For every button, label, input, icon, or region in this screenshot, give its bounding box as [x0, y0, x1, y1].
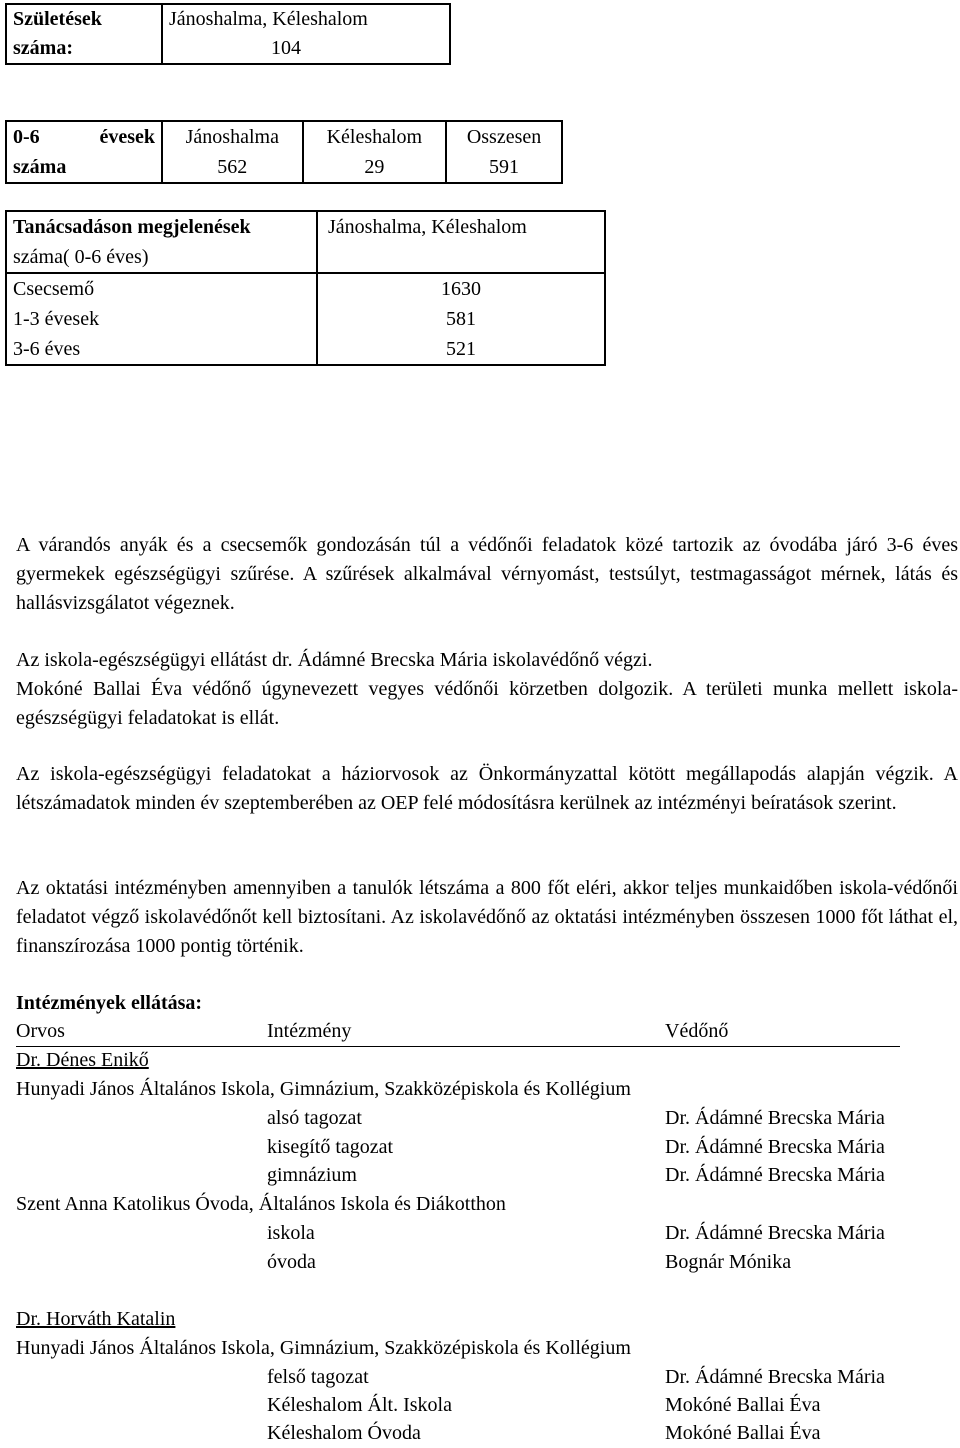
age-label: 0-6 évesek száma: [6, 121, 162, 183]
school-name: Hunyadi János Általános Iskola, Gimnázium, Szakközépiskola és Kollégium: [16, 1337, 631, 1359]
nurse-name: Mokóné Ballai Éva: [665, 1394, 821, 1416]
paragraph-agreement: Az iskola-egészségügyi feladatokat a háziorvosok az Önkormányzattal kötött megállapodás alapján végzik. A létszámadatok minden év szeptemberében az OEP felé módosításra kerülnek az intézményi beíratások szerint.: [16, 763, 958, 814]
doctor-name: Dr. Horváth Katalin: [16, 1308, 176, 1330]
institutions-heading: Intézmények ellátása:: [16, 992, 203, 1014]
school-unit: óvoda: [267, 1251, 316, 1273]
nurse-name: Dr. Ádámné Brecska Mária: [665, 1222, 885, 1244]
nurse-name: Dr. Ádámné Brecska Mária: [665, 1107, 885, 1129]
births-label: Születések száma:: [6, 4, 162, 64]
births-count: 104: [271, 37, 301, 59]
age-col-janoshalma: Jánoshalma 562: [162, 121, 303, 183]
school-name: Szent Anna Katolikus Óvoda, Általános Iskola és Diákotthon: [16, 1193, 506, 1215]
age-0-6-table: [5, 120, 563, 184]
doctor-name: Dr. Dénes Enikő: [16, 1049, 149, 1071]
nurse-name: Dr. Ádámné Brecska Mária: [665, 1366, 885, 1388]
births-table: [5, 3, 451, 65]
school-unit: alsó tagozat: [267, 1107, 362, 1129]
nurse-name: Dr. Ádámné Brecska Mária: [665, 1164, 885, 1186]
counsel-row-label: 3-6 éves: [6, 334, 317, 365]
col-nurse: Védőnő: [665, 1020, 729, 1042]
counsel-row-value: 1630: [317, 273, 605, 304]
col-doctor: Orvos: [16, 1020, 65, 1042]
counsel-row-value: 521: [317, 334, 605, 365]
age-col-total: Osszesen 591: [446, 121, 562, 183]
paragraph-screening: A várandós anyák és a csecsemők gondozásán túl a védőnői feladatok közé tartozik az óvodába járó 3-6 éves gyermekek egészségügyi szűrése. A szűrések alkalmával vérnyomást, testsúlyt, testmagasságot mérnek, látás és hallásvizsgálatot végeznek.: [16, 534, 958, 614]
school-unit: Kéleshalom Ált. Iskola: [267, 1394, 452, 1416]
nurse-name: Mokóné Ballai Éva: [665, 1422, 821, 1444]
paragraph-school-health: Az iskola-egészségügyi ellátást dr. Ádámné Brecska Mária iskolavédőnő végzi.: [16, 649, 653, 671]
counsel-row-value: 581: [317, 304, 605, 334]
nurse-name: Bognár Mónika: [665, 1251, 792, 1273]
nurse-name: Dr. Ádámné Brecska Mária: [665, 1136, 885, 1158]
paragraph-mixed-district: Mokóné Ballai Éva védőnő úgynevezett vegyes védőnői körzetben dolgozik. A területi munka mellett iskola-egészségügyi feladatokat is ellát.: [16, 678, 958, 729]
school-unit: kisegítő tagozat: [267, 1136, 394, 1158]
births-values: Jánoshalma, Kéleshalom 104: [162, 4, 450, 64]
paragraph-staffing: Az oktatási intézményben amennyiben a tanulók létszáma a 800 főt eléri, akkor teljes munkaidőben iskola-védőnői feladatot végző iskolavédőnőt kell biztosítani. Az iskolavédőnő az oktatási intézményben összesen 1000 főt láthat el, finanszírozása 1000 pontig történik.: [16, 877, 958, 957]
school-unit: iskola: [267, 1222, 315, 1244]
counsel-row-label: Csecsemő: [6, 273, 317, 304]
counsel-header: Tanácsadáson megjelenések száma( 0-6 éves): [6, 211, 317, 273]
age-col-keleshalom: Kéleshalom 29: [303, 121, 447, 183]
institutions-column-header: [16, 1017, 900, 1047]
counsel-place: Jánoshalma, Kéleshalom: [317, 211, 605, 273]
school-unit: felső tagozat: [267, 1366, 369, 1388]
school-unit: gimnázium: [267, 1164, 357, 1186]
school-unit: Kéleshalom Óvoda: [267, 1422, 421, 1444]
school-name: Hunyadi János Általános Iskola, Gimnázium, Szakközépiskola és Kollégium: [16, 1078, 631, 1100]
counsel-row-label: 1-3 évesek: [6, 304, 317, 334]
col-institution: Intézmény: [267, 1020, 352, 1042]
counseling-table: [5, 210, 606, 366]
